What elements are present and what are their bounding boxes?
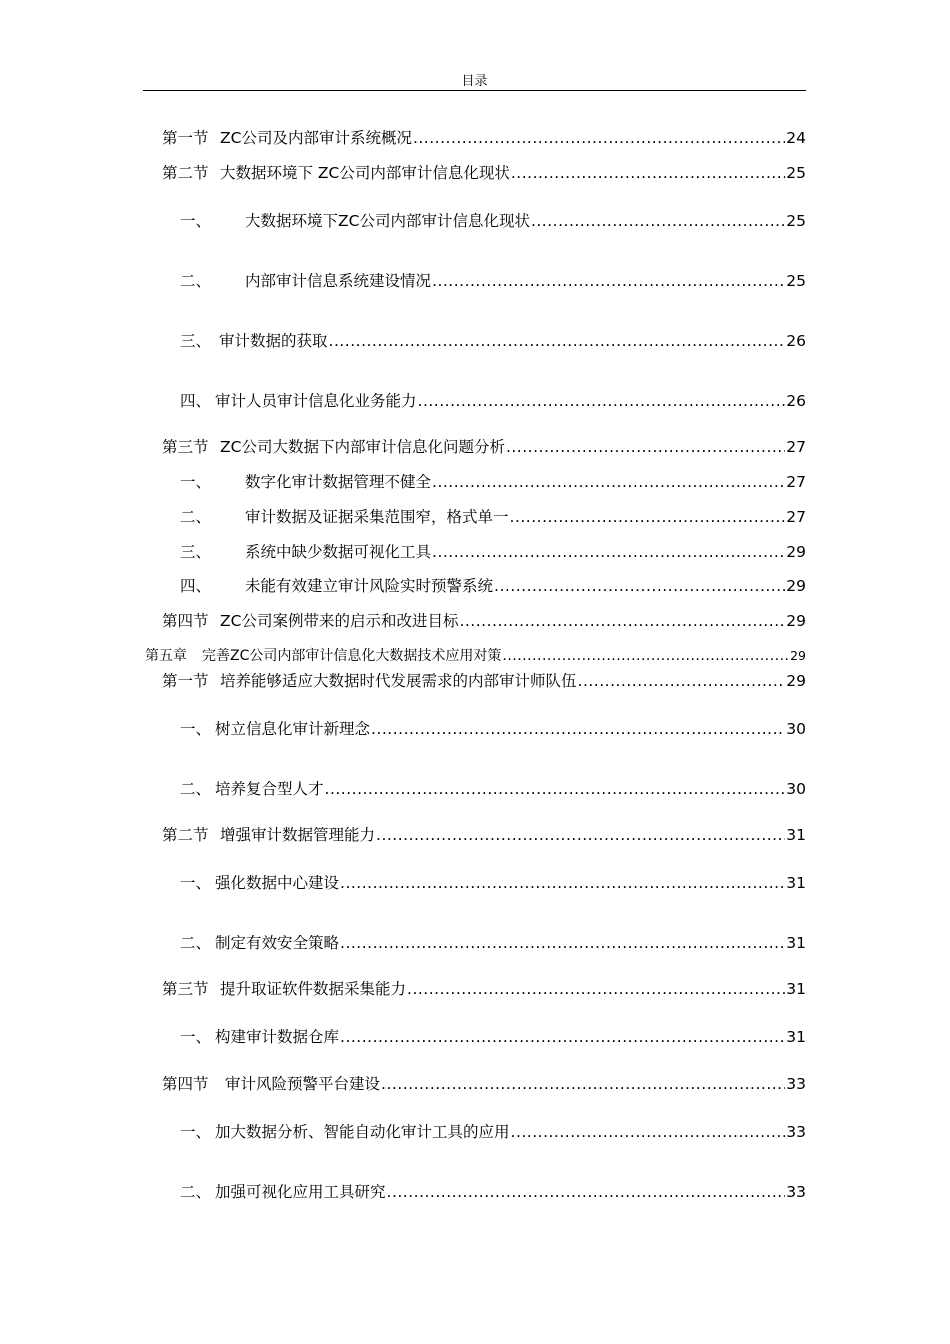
toc-title: 内部审计信息系统建设情况	[245, 272, 432, 290]
header-rule	[143, 90, 806, 91]
toc-title: 加强可视化应用工具研究	[215, 1183, 386, 1201]
toc-leader	[340, 1027, 785, 1047]
toc-leader	[329, 331, 786, 351]
toc-entry[interactable]	[180, 779, 806, 799]
toc-leader	[432, 271, 785, 291]
toc-page: 27	[786, 473, 806, 491]
toc-number: 四、	[180, 577, 212, 595]
toc-leader	[325, 779, 786, 799]
toc-number: 第二节	[162, 164, 209, 182]
toc-entry[interactable]	[162, 1074, 806, 1094]
toc-title: 数字化审计数据管理不健全	[245, 473, 432, 491]
toc-entry[interactable]	[180, 472, 806, 492]
toc-title: 树立信息化审计新理念	[215, 720, 371, 738]
toc-title: 审计数据的获取	[219, 332, 328, 350]
toc-title: 完善ZC公司内部审计信息化大数据技术应用对策	[202, 648, 502, 664]
toc-number: 第一节	[162, 129, 209, 147]
toc-page: 31	[786, 980, 806, 998]
toc-page: 31	[786, 874, 806, 892]
toc-page: 25	[786, 212, 806, 230]
toc-page: 25	[786, 164, 806, 182]
toc-entry[interactable]	[162, 979, 806, 999]
toc-number: 二、	[180, 272, 212, 290]
toc-page: 24	[786, 129, 806, 147]
toc-leader	[432, 472, 785, 492]
toc-entry[interactable]	[162, 671, 806, 691]
toc-page: 30	[786, 780, 806, 798]
toc-entry[interactable]	[162, 825, 806, 845]
toc-number: 第四节	[162, 1075, 209, 1093]
toc-number: 二、	[180, 508, 212, 526]
toc-number: 第四节	[162, 612, 209, 630]
toc-number: 第一节	[162, 672, 209, 690]
toc-number: 三、	[180, 332, 212, 350]
page-header-title: 目录	[461, 74, 488, 89]
toc-number: 一、	[180, 1028, 212, 1046]
toc-title: 加大数据分析、智能自动化审计工具的应用	[215, 1123, 510, 1141]
toc-page: 29	[786, 612, 806, 630]
toc-page: 27	[786, 438, 806, 456]
toc-number: 四、	[180, 392, 212, 410]
toc-entry[interactable]	[162, 437, 806, 457]
toc-page: 29	[786, 543, 806, 561]
toc-title: ZC公司大数据下内部审计信息化问题分析	[220, 438, 505, 456]
toc-entry[interactable]	[180, 271, 806, 291]
toc-page: 25	[786, 272, 806, 290]
toc-leader	[381, 1074, 785, 1094]
toc-leader	[511, 163, 785, 183]
toc-number: 第三节	[162, 438, 209, 456]
toc-title: 制定有效安全策略	[215, 934, 340, 952]
toc-entry[interactable]	[180, 1122, 806, 1142]
toc-title: 强化数据中心建设	[215, 874, 340, 892]
toc-leader	[418, 391, 786, 411]
toc-page: 33	[786, 1183, 806, 1201]
toc-entry[interactable]	[180, 873, 806, 893]
toc-number: 第三节	[162, 980, 209, 998]
toc-number: 一、	[180, 874, 212, 892]
toc-entry[interactable]	[162, 163, 806, 183]
toc-title: 培养复合型人才	[215, 780, 324, 798]
toc-number: 三、	[180, 543, 212, 561]
toc-number: 二、	[180, 780, 212, 798]
toc-entry[interactable]	[180, 1027, 806, 1047]
toc-page: 26	[786, 392, 806, 410]
toc-page: 27	[786, 508, 806, 526]
toc-number: 一、	[180, 720, 212, 738]
toc-page: 30	[786, 720, 806, 738]
toc-leader	[432, 542, 785, 562]
toc-title: ZC公司及内部审计系统概况	[220, 129, 412, 147]
toc-title: 培养能够适应大数据时代发展需求的内部审计师队伍	[220, 672, 577, 690]
toc-title: 大数据环境下 ZC公司内部审计信息化现状	[220, 164, 510, 182]
toc-number: 一、	[180, 212, 212, 230]
toc-title: 系统中缺少数据可视化工具	[245, 543, 432, 561]
toc-entry[interactable]	[180, 1182, 806, 1202]
toc-page: 26	[786, 332, 806, 350]
toc-entry[interactable]	[180, 542, 806, 562]
toc-leader	[340, 933, 785, 953]
toc-leader	[506, 437, 785, 457]
toc-number: 一、	[180, 1123, 212, 1141]
toc-title: 提升取证软件数据采集能力	[220, 980, 407, 998]
toc-entry-chapter[interactable]	[145, 646, 806, 666]
toc-page: 31	[786, 826, 806, 844]
toc-page: 33	[786, 1075, 806, 1093]
toc-title: 审计人员审计信息化业务能力	[215, 392, 417, 410]
toc-leader	[413, 128, 785, 148]
toc-title: 增强审计数据管理能力	[220, 826, 376, 844]
toc-title: ZC公司案例带来的启示和改进目标	[220, 612, 459, 630]
toc-page: 31	[786, 1028, 806, 1046]
toc-entry[interactable]	[180, 211, 806, 231]
toc-leader	[459, 611, 785, 631]
toc-title: 审计风险预警平台建设	[225, 1075, 381, 1093]
toc-page: 29	[786, 672, 806, 690]
toc-page: 33	[786, 1123, 806, 1141]
toc-number: 二、	[180, 1183, 212, 1201]
toc-page: 31	[786, 934, 806, 952]
toc-leader	[387, 1182, 786, 1202]
toc-leader	[340, 873, 785, 893]
toc-leader	[371, 719, 785, 739]
toc-entry[interactable]	[180, 507, 806, 527]
toc-leader	[494, 576, 785, 596]
toc-leader	[407, 979, 785, 999]
toc-leader	[510, 507, 786, 527]
toc-title: 大数据环境下ZC公司内部审计信息化现状	[245, 212, 530, 230]
toc-number: 第二节	[162, 826, 209, 844]
toc-page: 29	[790, 648, 806, 663]
toc-number: 二、	[180, 934, 212, 952]
toc-title: 审计数据及证据采集范围窄，格式单一	[245, 508, 509, 526]
toc-entry[interactable]	[180, 391, 806, 411]
toc-leader	[511, 1122, 786, 1142]
toc-entry[interactable]	[180, 576, 806, 596]
toc-leader	[502, 646, 789, 666]
toc-entry[interactable]	[180, 331, 806, 351]
toc-number: 第五章	[145, 648, 187, 664]
toc-leader	[531, 211, 785, 231]
toc-leader	[376, 825, 785, 845]
toc-entry[interactable]	[162, 128, 806, 148]
toc-title: 未能有效建立审计风险实时预警系统	[245, 577, 494, 595]
toc-number: 一、	[180, 473, 212, 491]
toc-page: 29	[786, 577, 806, 595]
toc-entry[interactable]	[180, 719, 806, 739]
toc-entry[interactable]	[162, 611, 806, 631]
toc-leader	[578, 671, 786, 691]
toc-entry[interactable]	[180, 933, 806, 953]
toc-title: 构建审计数据仓库	[215, 1028, 340, 1046]
